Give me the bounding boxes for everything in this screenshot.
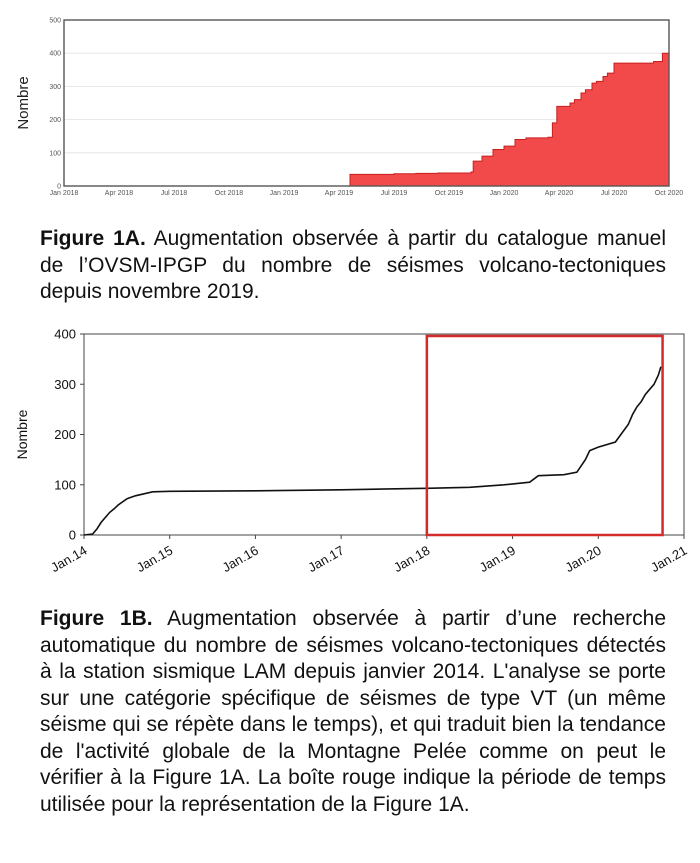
x-tick-label-1a: Jul 2019 bbox=[380, 190, 408, 197]
y-tick-label-1a: 400 bbox=[49, 50, 61, 58]
x-tick-label-1b: Jan.16 bbox=[219, 542, 261, 576]
x-tick-label-1b: Jan.18 bbox=[391, 542, 433, 576]
y-axis-label-1a: Nombre bbox=[15, 76, 32, 130]
y-tick-label-1a: 500 bbox=[49, 17, 61, 25]
caption-text-1b: Augmentation observée à partir d’une recherche automatique du nombre de séismes volcano-tectoniques détectés à la station sismique LAM depuis janvier 2014. L'analyse se porte sur une catégorie spécifique de séismes de type VT (un même séisme qui se répète dans le temps), et qui traduit bien la tendance de l'activité globale de la Montagne Pelée comme on peut le vérifier à la Figure 1A. La boîte rouge indique la période de temps utilisée pour la représentation de la Figure 1A. bbox=[40, 607, 666, 816]
x-tick-label-1b: Jan.20 bbox=[562, 542, 604, 576]
y-tick-label-1a: 0 bbox=[57, 183, 61, 191]
chart-1a bbox=[15, 18, 683, 198]
x-tick-label-1a: Apr 2018 bbox=[104, 190, 134, 197]
x-tick-label-1b: Jan.21 bbox=[648, 542, 690, 576]
x-tick-label-1a: Apr 2019 bbox=[324, 190, 354, 197]
x-tick-label-1a: Oct 2020 bbox=[654, 190, 684, 197]
y-tick-label-1a: 300 bbox=[49, 83, 61, 91]
caption-figure-1a bbox=[40, 226, 666, 306]
caption-label-1a: Figure 1A. bbox=[40, 227, 146, 250]
y-tick-label-1b: 300 bbox=[54, 376, 76, 392]
x-tick-label-1a: Apr 2020 bbox=[544, 190, 574, 197]
x-tick-label-1a: Jan 2018 bbox=[49, 190, 79, 197]
y-axis-label-1b: Nombre bbox=[14, 409, 30, 460]
x-tick-label-1b: Jan.14 bbox=[48, 542, 90, 576]
y-tick-label-1b: 200 bbox=[54, 427, 76, 442]
caption-figure-1b bbox=[40, 606, 666, 818]
y-tick-label-1b: 0 bbox=[68, 527, 76, 543]
x-tick-label-1a: Jul 2018 bbox=[160, 190, 188, 197]
x-tick-label-1a: Jan 2020 bbox=[489, 190, 519, 197]
caption-label-1b: Figure 1B. bbox=[40, 607, 153, 630]
y-tick-label-1a: 200 bbox=[49, 117, 61, 125]
x-tick-label-1a: Jan 2019 bbox=[269, 190, 299, 197]
chart-1b bbox=[14, 327, 690, 576]
caption-text-1a: Augmentation observée à partir du catalogue manuel de l’OVSM-IPGP du nombre de séismes volcano-tectoniques depuis novembre 2019. bbox=[40, 227, 667, 303]
y-tick-label-1b: 100 bbox=[54, 477, 76, 493]
x-tick-label-1a: Jul 2020 bbox=[600, 190, 628, 197]
y-tick-label-1a: 100 bbox=[49, 150, 61, 158]
plot-frame-1b bbox=[84, 334, 684, 535]
y-tick-label-1b: 400 bbox=[54, 326, 76, 342]
x-tick-label-1a: Oct 2019 bbox=[434, 190, 464, 197]
x-tick-label-1b: Jan.15 bbox=[133, 542, 176, 576]
x-tick-label-1b: Jan.19 bbox=[476, 542, 519, 576]
x-tick-label-1a: Oct 2018 bbox=[214, 190, 244, 197]
x-tick-label-1b: Jan.17 bbox=[305, 542, 347, 576]
